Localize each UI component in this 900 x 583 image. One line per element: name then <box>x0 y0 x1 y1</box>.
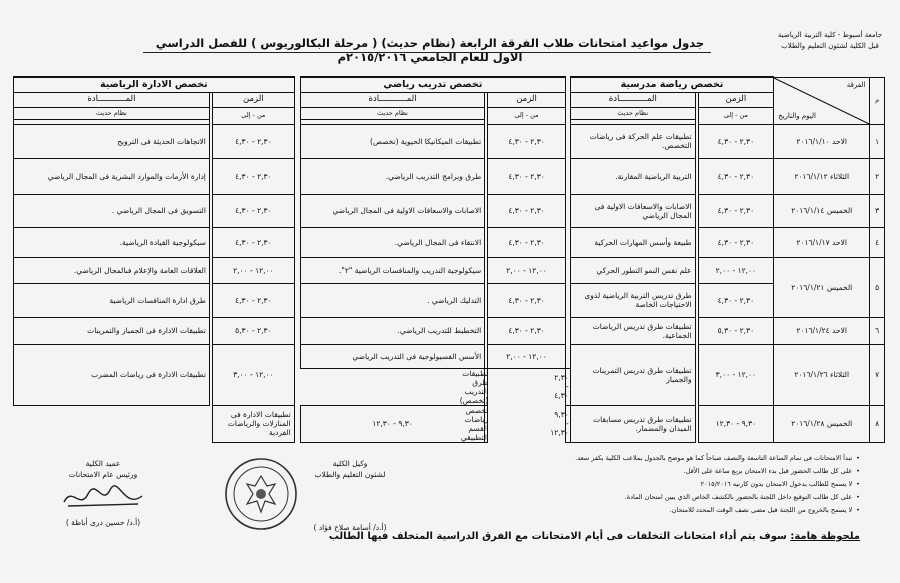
exam-time: ٢,٣٠ - ٤,٣٠ <box>698 158 773 194</box>
from-to-label: من - إلى <box>698 107 773 124</box>
exam-time: ٢,٣٠ - ٤,٣٠ <box>213 124 295 158</box>
important-label: ملحوظة هامة: <box>790 531 860 542</box>
exam-subject: تطبيقات طرق تدريس الرياضات الجماعية. <box>570 317 695 344</box>
exam-subject: إدارة الأزمات والموارد البشرية فى المجال الرياضي <box>14 158 210 194</box>
exam-subject: تطبيقات الادارة فى الجمباز والتمرينات <box>14 317 210 344</box>
row-number: ٢ <box>870 158 885 194</box>
dean-subtitle: ورئيس عام الامتحانات <box>68 470 138 479</box>
exam-subject: طرق ادارة المنافسات الرياضية <box>14 283 210 317</box>
exam-subject: تطبيقات الميكانيكا الحيوية (تخصص) <box>300 124 484 158</box>
exam-time: ٩,٣٠ - ١٢,٣٠ <box>698 405 773 442</box>
exam-subject: الاتجاهات الحديثة فى الترويح <box>14 124 210 158</box>
note-item: • تبدأ الامتحانات فى تمام الساعة التاسعة والنصف صباحاً كما هو موضح بالجدول بملاعب الكلية بكفر سعد. <box>575 454 860 462</box>
exam-time: ٢,٣٠ - ٤,٣٠ <box>213 227 295 257</box>
exam-time: ٢,٣٠ - ٤,٣٠ <box>488 283 565 317</box>
note-item: • لا يسمح بالخروج من اللجنة قبل مضى نصف الوقت المحدد للامتحان. <box>669 506 860 514</box>
exam-subject: طرق تدريس التربية الرياضية لذوى الاحتياجات الخاصة <box>570 283 695 317</box>
exam-subject: الاصابات والاسعافات الاولية فى المجال الرياضي <box>300 194 484 227</box>
exam-subject: التسويق فى المجال الرياضي . <box>14 194 210 227</box>
exam-time: ١٢,٠٠ - ٢,٠٠ <box>488 257 565 283</box>
exam-subject: تخصص رياضات القسم التطبيقي <box>460 405 489 442</box>
dean-title: عميد الكلية <box>85 459 121 468</box>
exam-time: ٢,٣٠ - ٤,٣٠ <box>488 158 565 194</box>
row-number: ٤ <box>870 227 885 257</box>
row-number: ٨ <box>870 405 885 442</box>
exam-time: ٢,٣٠ - ٤,٣٠ <box>213 283 295 317</box>
exam-subject: العلاقات العامة والإعلام فىالمجال الرياضي. <box>14 257 210 283</box>
note-item: • على كل طالب الحضور قبل بدء الامتحان بربع ساعة على الأقل. <box>683 467 860 475</box>
time-header: الزمن <box>213 92 295 107</box>
subject-header: المـــــــــــادة <box>570 92 695 107</box>
exam-time: ١٢,٠٠ - ٢,٠٠ <box>698 257 773 283</box>
corner-header <box>774 77 870 124</box>
note-item: • على كل طالب التوقيع داخل اللجنة بالحضور بالكشف الخاص الذي يبين امتحان المادة. <box>624 493 860 501</box>
exam-time: ٢,٣٠ - ٥,٣٠ <box>698 317 773 344</box>
exam-subject: تطبيقات طرق تدريس التمرينات والجمباز <box>570 344 695 405</box>
exam-subject: التربية الرياضية المقارنة. <box>570 158 695 194</box>
new-system-label: نظام حديث <box>300 107 484 119</box>
exam-day: الخميس ٢٠١٦/١/٢٨ <box>774 405 870 442</box>
university-seal <box>223 456 299 532</box>
exam-day: الاحد ٢٠١٦/١/٢٤ <box>774 317 870 344</box>
exam-time: ٢,٣٠ - ٤,٣٠ <box>698 227 773 257</box>
subject-header: المـــــــــــادة <box>300 92 484 107</box>
subject-header: المـــــــــــادة <box>14 92 210 107</box>
exam-subject: التخطيط للتدريب الرياضي. <box>300 317 484 344</box>
row-number: ١ <box>870 124 885 158</box>
vice-dean-subtitle: لشئون التعليم والطلاب <box>314 470 386 479</box>
dean-signature-block <box>38 458 168 528</box>
exam-subject: الاصابات والاسعافات الاولية فى المجال الرياضي <box>570 194 695 227</box>
vice-dean-title: وكيل الكلية <box>332 459 368 468</box>
row-number: ٧ <box>870 344 885 405</box>
exam-time: ٢,٣٠ - ٤,٣٠ <box>488 124 565 158</box>
exam-time: ١٢,٠٠ - ٣,٠٠ <box>698 344 773 405</box>
exam-day: الثلاثاء ٢٠١٦/١/٢٦ <box>774 344 870 405</box>
exam-time: ٢,٣٠ - ٤,٣٠ <box>565 368 570 405</box>
section-sports-management: تخصص الادارة الرياضية <box>14 77 295 92</box>
exam-time: ٢,٣٠ - ٤,٣٠ <box>698 124 773 158</box>
title-underline <box>143 52 711 53</box>
exam-time: ٩,٣٠ - ١٢,٣٠ <box>300 405 484 442</box>
exam-subject: طرق وبرامج التدريب الرياضي. <box>300 158 484 194</box>
exam-time: ١٢,٠٠ - ٢,٠٠ <box>488 344 565 368</box>
dean-name: ( أ.د/ حسين درى أباظة) <box>65 518 141 527</box>
exam-subject: طبيعة وأسس المهارات الحركية <box>570 227 695 257</box>
row-number: ٦ <box>870 317 885 344</box>
new-system-label: نظام حديث <box>14 107 210 119</box>
corner-top-label: الفرقة <box>846 80 866 89</box>
dean-signature-scribble <box>58 480 148 514</box>
section-school-sports: تخصص رياضة مدرسية <box>570 77 773 92</box>
exam-subject: سيكولوجية التدريب والمنافسات الرياضية "٢". <box>300 257 484 283</box>
new-system-label: نظام حديث <box>570 107 695 119</box>
exam-time: ٢,٣٠ - ٤,٣٠ <box>488 227 565 257</box>
exam-subject: تطبيقات طرق التدريب (تخصص) <box>459 368 489 405</box>
faculty-line: قبل الكلية لشئون التعليم والطلاب <box>781 42 879 50</box>
row-number: ٥ <box>870 257 885 317</box>
vice-dean-name: ( أ.د/ أسامة صلاح فؤاد) <box>313 523 387 532</box>
time-header: الزمن <box>488 92 565 107</box>
from-to-label: من - إلى <box>488 107 565 124</box>
exam-subject: سيكولوجية القيادة الرياضية. <box>14 227 210 257</box>
exam-notes <box>430 452 860 517</box>
document-title: جدول مواعيد امتحانات طلاب الفرقة الرابعة (نظام حديث) ( مرحلة البكالوريوس ) للفصل الدراسي الاول للعام الجامعي ٢٠١٥/٢٠١٦م <box>155 36 705 64</box>
exam-time: ٢,٣٠ - ٥,٣٠ <box>213 317 295 344</box>
exam-time: ١٢,٠٠ - ٣,٠٠ <box>213 344 295 405</box>
exam-time: ٩,٣٠ - ١٢,٣٠ <box>565 405 570 442</box>
exam-time: ٢,٣٠ - ٤,٣٠ <box>488 317 565 344</box>
exam-subject: تطبيقات الادارة فى رياضات المضرب <box>14 344 210 405</box>
exam-time: ٢,٣٠ - ٤,٣٠ <box>488 194 565 227</box>
exam-subject: التدليك الرياضي . <box>300 283 484 317</box>
exam-day: الخميس ٢٠١٦/١/٢١ <box>774 257 870 317</box>
from-to-label: من - إلى <box>213 107 295 124</box>
exam-subject: تطبيقات طرق تدريس مسابقات الميدان والمضمار. <box>570 405 695 442</box>
exam-time: ٢,٣٠ - ٤,٣٠ <box>698 283 773 317</box>
vice-dean-signature-block <box>290 458 410 533</box>
exam-subject: علم نفس النمو التطور الحركي <box>570 257 695 283</box>
exam-time: ٢,٣٠ - ٤,٣٠ <box>213 158 295 194</box>
exam-time: ٢,٣٠ - ٤,٣٠ <box>698 194 773 227</box>
exam-time: ٢,٣٠ - ٤,٣٠ <box>213 194 295 227</box>
exam-subject: الانتقاء فى المجال الرياضي. <box>300 227 484 257</box>
row-number-header: م <box>870 77 885 124</box>
important-note <box>300 531 860 542</box>
exam-subject: تطبيقات علم الحركة فى رياضات التخصص. <box>570 124 695 158</box>
section-sports-training: تخصص تدريب رياضي <box>300 77 565 92</box>
exam-day: الاحد ٢٠١٦/١/١٧ <box>774 227 870 257</box>
time-header: الزمن <box>698 92 773 107</box>
exam-day: الخميس ٢٠١٦/١/١٤ <box>774 194 870 227</box>
note-item: • لا يسمح للطالب بدخول الامتحان بدون كارنيه ٢٠١٥/٢٠١٦ <box>700 480 860 488</box>
exam-schedule-table <box>13 76 885 443</box>
corner-bottom-label: اليوم والتاريخ <box>778 111 816 120</box>
exam-subject: تطبيقات الادارة فى المنازلات والرياضات الفردية <box>213 405 295 442</box>
exam-day: الاحد ٢٠١٦/١/١٠ <box>774 124 870 158</box>
row-number: ٣ <box>870 194 885 227</box>
exam-time: ١٢,٠٠ - ٢,٠٠ <box>213 257 295 283</box>
faculty-header <box>775 30 885 52</box>
exam-subject: الأسس الفسيولوجية فى التدريب الرياضي <box>300 344 484 368</box>
faculty-line: جامعة أسيوط - كلية التربية الرياضية <box>777 31 883 39</box>
exam-day: الثلاثاء ٢٠١٦/١/١٢ <box>774 158 870 194</box>
important-text: سوف يتم أداء امتحانات التخلفات فى أيام الامتحانات مع الفرق الدراسية المتخلف فيها الطالب <box>328 531 787 542</box>
